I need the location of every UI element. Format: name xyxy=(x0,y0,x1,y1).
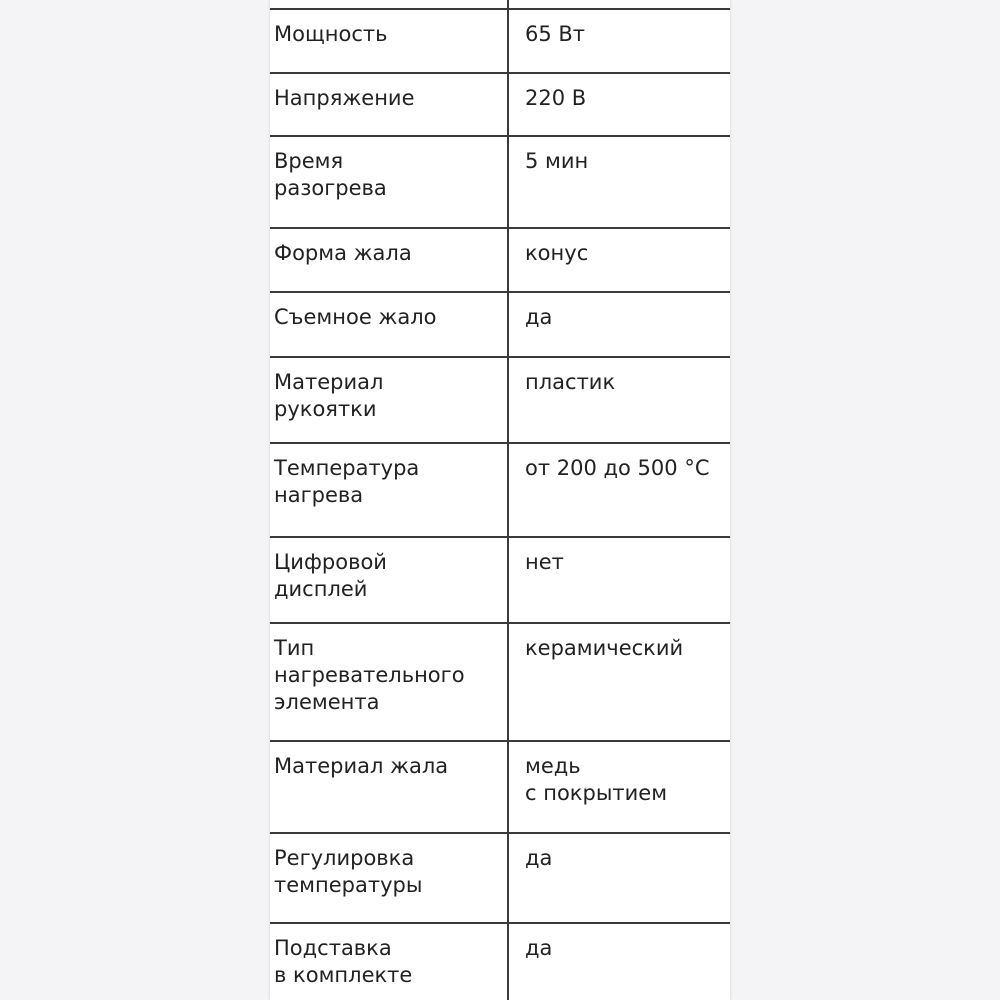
column-divider xyxy=(507,0,509,1000)
spec-label-heating-temperature: Температура нагрева xyxy=(270,443,508,537)
spec-table xyxy=(270,10,730,1000)
table-row xyxy=(270,443,730,537)
spec-value-power: 65 Вт xyxy=(508,10,730,73)
table-row xyxy=(270,10,730,73)
table-top-border xyxy=(270,0,730,10)
table-row xyxy=(270,136,730,228)
table-row xyxy=(270,833,730,923)
spec-value-heating-element-type: керамический xyxy=(508,623,730,741)
table-row xyxy=(270,228,730,292)
spec-value-voltage: 220 В xyxy=(508,73,730,136)
table-row xyxy=(270,623,730,741)
spec-label-digital-display: Цифровой дисплей xyxy=(270,537,508,623)
spec-label-stand-included: Подставка в комплекте xyxy=(274,936,413,987)
table-row xyxy=(270,741,730,833)
spec-label-tip-shape: Форма жала xyxy=(270,228,508,292)
spec-value-removable-tip: да xyxy=(508,292,730,357)
table-row xyxy=(270,73,730,136)
spec-value-stand-included: да xyxy=(525,936,553,960)
spec-label-warmup-time: Время разогрева xyxy=(270,136,508,228)
spec-value-digital-display: нет xyxy=(508,537,730,623)
spec-label-heating-element-type: Тип нагревательного элемента xyxy=(270,623,508,741)
spec-value-temperature-control: да xyxy=(508,833,730,923)
spec-value-handle-material: пластик xyxy=(508,357,730,443)
spec-label-tip-material: Материал жала xyxy=(270,741,508,833)
spec-value-warmup-time: 5 мин xyxy=(508,136,730,228)
spec-label-handle-material: Материал рукоятки xyxy=(270,357,508,443)
table-row xyxy=(270,923,730,1000)
spec-value-heating-temperature: от 200 до 500 °C xyxy=(508,443,730,537)
spec-value-tip-material: медь с покрытием xyxy=(508,741,730,833)
spec-label-removable-tip: Съемное жало xyxy=(270,292,508,357)
table-row xyxy=(270,357,730,443)
table-row xyxy=(270,537,730,623)
table-row xyxy=(270,292,730,357)
spec-value-tip-shape: конус xyxy=(508,228,730,292)
spec-label-temperature-control: Регулировка температуры xyxy=(270,833,508,923)
spec-label-power: Мощность xyxy=(270,10,508,73)
spec-label-voltage: Напряжение xyxy=(270,73,508,136)
